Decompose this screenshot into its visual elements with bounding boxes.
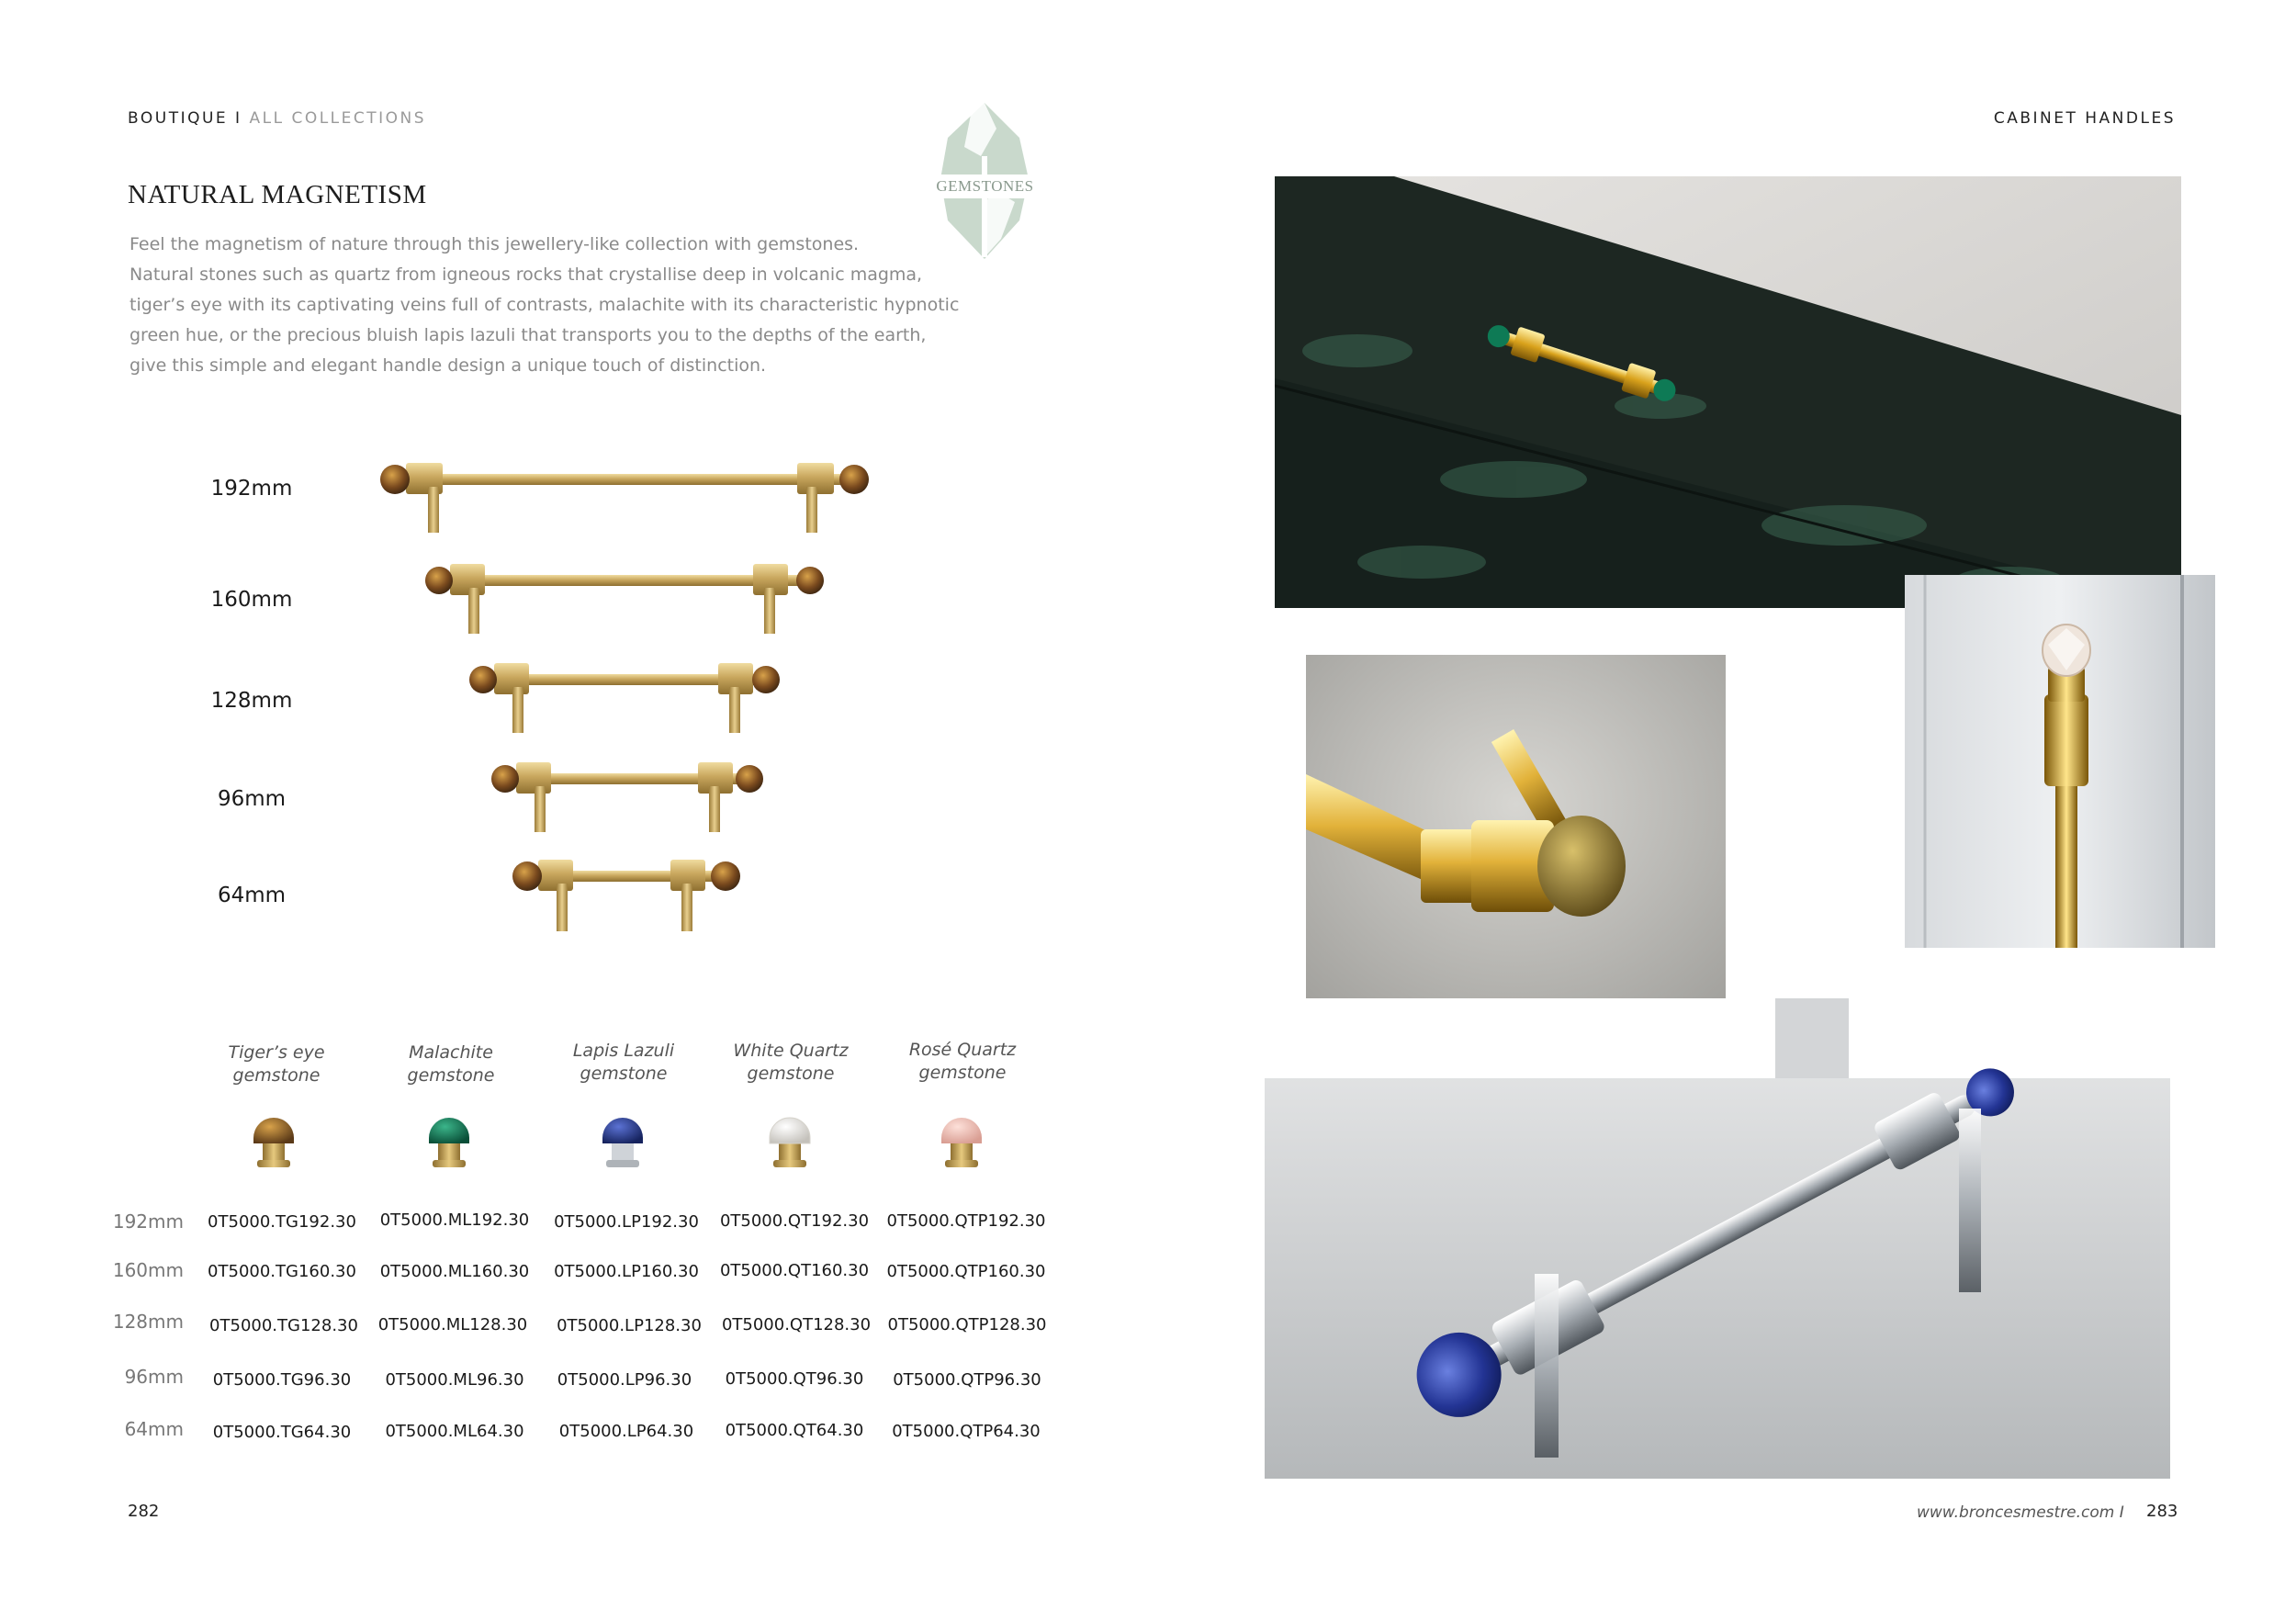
ref-code: 0T5000.QT160.30	[719, 1261, 870, 1280]
gem-type: gemstone	[407, 1065, 495, 1086]
size-label-96: 96mm	[217, 787, 287, 811]
breadcrumb-boutique[interactable]: BOUTIQUE I	[128, 109, 242, 128]
intro-line: tiger’s eye with its captivating veins full of contrasts, malachite with its characteristic hypnotic	[129, 295, 960, 315]
page-number-right: 283	[2146, 1502, 2178, 1521]
photo-crystal-knob	[1905, 575, 2215, 948]
gem-type: gemstone	[232, 1065, 321, 1086]
ref-code: 0T5000.LP128.30	[557, 1316, 702, 1335]
page-title: NATURAL MAGNETISM	[128, 180, 427, 209]
breadcrumb	[128, 109, 426, 128]
intro-line: Feel the magnetism of nature through this jewellery-like collection with gemstones.	[129, 234, 860, 254]
table-row-label: 160mm	[112, 1259, 184, 1281]
size-label-128: 128mm	[210, 689, 293, 713]
ref-code: 0T5000.TG64.30	[212, 1423, 352, 1442]
gem-label-tigers-eye	[198, 1041, 355, 1087]
ref-code: 0T5000.TG96.30	[212, 1370, 352, 1390]
gem-swatches	[239, 1107, 1001, 1180]
gem-name: White Quartz	[733, 1041, 849, 1061]
gem-type: gemstone	[747, 1064, 835, 1084]
table-row-label: 192mm	[112, 1210, 184, 1233]
table-row-label: 96mm	[124, 1366, 184, 1388]
ref-code: 0T5000.QT128.30	[721, 1315, 872, 1334]
gem-type: gemstone	[580, 1064, 668, 1084]
ref-code: 0T5000.QTP192.30	[886, 1211, 1046, 1231]
intro-paragraph	[129, 230, 960, 381]
intro-line: Natural stones such as quartz from igneous rocks that crystallise deep in volcanic magma,	[129, 265, 923, 285]
handle-128	[469, 663, 780, 733]
ref-code: 0T5000.LP160.30	[554, 1262, 699, 1281]
ref-code: 0T5000.LP64.30	[558, 1422, 694, 1441]
table-row-label: 64mm	[124, 1418, 184, 1440]
ref-code: 0T5000.LP96.30	[557, 1370, 692, 1390]
gem-name: Malachite	[409, 1042, 493, 1063]
ref-code: 0T5000.QTP128.30	[887, 1315, 1047, 1334]
intro-line: green hue, or the precious bluish lapis lazuli that transports you to the depths of the earth,	[129, 325, 927, 345]
ref-code: 0T5000.QT64.30	[725, 1421, 864, 1440]
size-label-64: 64mm	[217, 884, 287, 907]
photo-chrome-lapis	[1265, 998, 2170, 1479]
gem-name: Rosé Quartz	[908, 1040, 1017, 1060]
ref-code: 0T5000.LP192.30	[554, 1212, 699, 1232]
intro-line: give this simple and elegant handle design a unique touch of distinction.	[129, 355, 767, 376]
handle-160	[425, 564, 824, 634]
ref-code: 0T5000.ML64.30	[385, 1422, 524, 1441]
gem-name: Lapis Lazuli	[572, 1041, 675, 1061]
swatch-rose-quartz	[941, 1118, 982, 1167]
size-label-192: 192mm	[210, 477, 293, 501]
website-link[interactable]: www.broncesmestre.com I	[1917, 1503, 2124, 1522]
ref-code: 0T5000.QTP96.30	[893, 1370, 1041, 1390]
handle-96	[491, 762, 763, 832]
ref-code: 0T5000.ML128.30	[377, 1315, 528, 1334]
ref-code: 0T5000.QT192.30	[719, 1211, 870, 1231]
ref-code: 0T5000.ML96.30	[385, 1370, 524, 1390]
gem-label-rose-quartz	[884, 1039, 1041, 1085]
section-title: CABINET HANDLES	[1993, 109, 2176, 128]
photo-gold-closeup	[1306, 655, 1726, 1029]
ref-code: 0T5000.QTP160.30	[886, 1262, 1046, 1281]
ref-code: 0T5000.QTP64.30	[892, 1422, 1041, 1441]
handle-64	[512, 860, 740, 931]
ref-code: 0T5000.TG192.30	[208, 1212, 356, 1232]
gem-label-malachite	[373, 1041, 529, 1087]
page-number-left: 282	[128, 1502, 160, 1521]
breadcrumb-all-collections[interactable]: ALL COLLECTIONS	[249, 109, 427, 128]
swatch-lapis-lazuli	[602, 1118, 643, 1167]
size-label-160: 160mm	[210, 588, 293, 612]
gem-label-lapis-lazuli	[546, 1040, 702, 1086]
handle-192	[380, 463, 869, 533]
photo-marble-drawer	[1275, 176, 2181, 608]
swatch-white-quartz	[770, 1118, 810, 1167]
gem-type: gemstone	[918, 1063, 1007, 1083]
ref-code: 0T5000.TG128.30	[209, 1316, 358, 1335]
swatch-tigers-eye	[253, 1118, 294, 1167]
gem-name: Tiger’s eye	[228, 1042, 325, 1063]
table-row-label: 128mm	[112, 1311, 184, 1333]
gemstones-logo-text: GEMSTONES	[936, 177, 1034, 195]
ref-code: 0T5000.TG160.30	[208, 1262, 356, 1281]
gem-label-white-quartz	[713, 1040, 869, 1086]
swatch-malachite	[429, 1118, 469, 1167]
ref-code: 0T5000.ML192.30	[379, 1210, 530, 1230]
gemstones-logo	[928, 101, 1042, 262]
ref-code: 0T5000.QT96.30	[725, 1369, 864, 1389]
ref-code: 0T5000.ML160.30	[379, 1262, 530, 1281]
handles-illustration	[367, 450, 900, 964]
